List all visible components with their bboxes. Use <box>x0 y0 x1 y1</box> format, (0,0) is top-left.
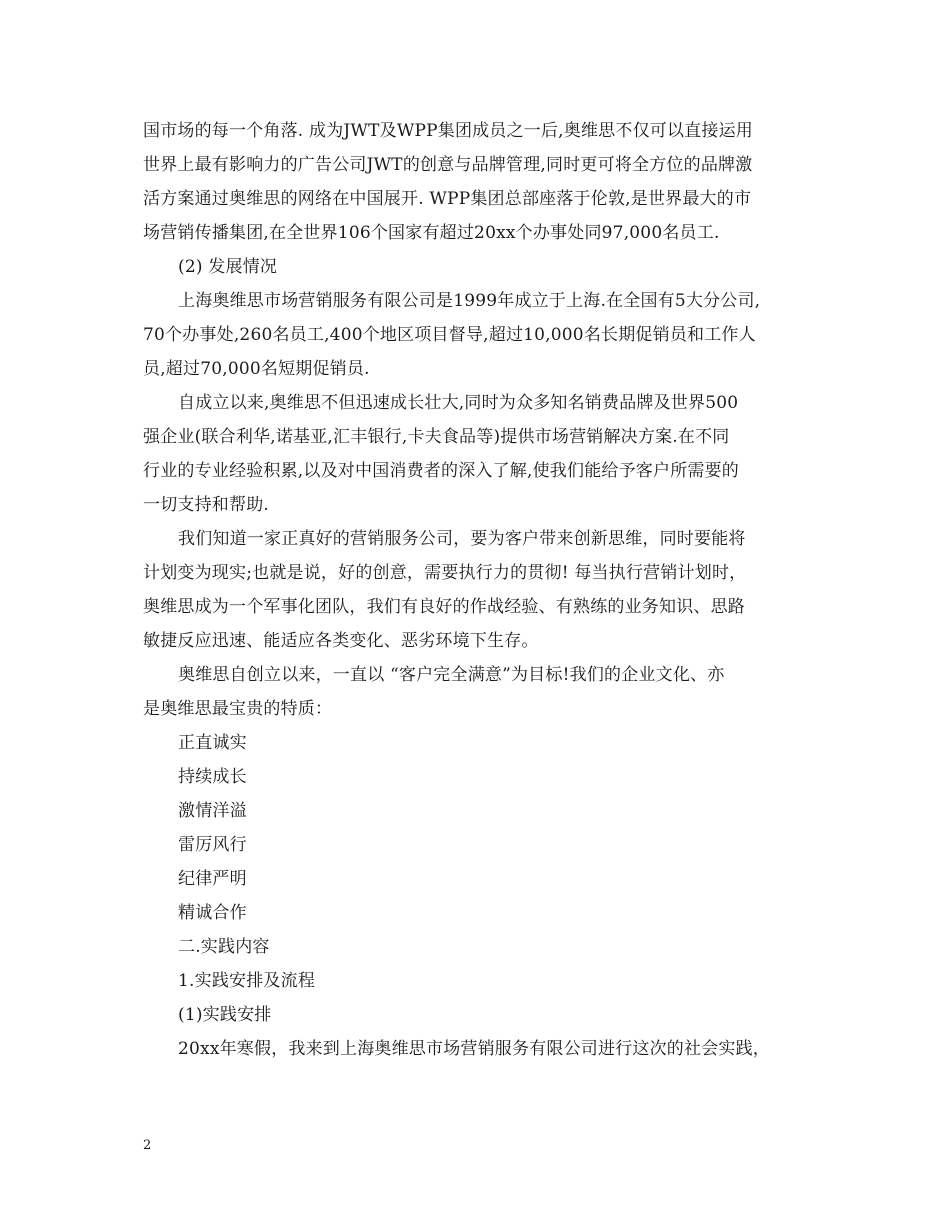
section-heading: (1)实践安排 <box>178 1005 272 1025</box>
text-line: 场营销传播集团,在全世界106个国家有超过20xx个办事处同97,000名员工. <box>143 223 720 243</box>
text-line: 世界上最有影响力的广告公司JWT的创意与品牌管理,同时更可将全方位的品牌激 <box>143 155 753 175</box>
text-line: 奥维思自创立以来，一直以 “客户完全满意”为目标!我们的企业文化、亦 <box>178 665 725 685</box>
list-item: 激情洋溢 <box>178 801 247 821</box>
body-text <box>143 114 823 1066</box>
text-line: 国市场的每一个角落. 成为JWT及WPP集团成员之一后,奥维思不仅可以直接运用 <box>143 121 753 141</box>
text-line: 强企业(联合利华,诺基亚,汇丰银行,卡夫食品等)提供市场营销解决方案.在不同 <box>143 427 730 447</box>
list-item: 雷厉风行 <box>178 835 247 855</box>
section-heading: 1.实践安排及流程 <box>178 971 316 991</box>
text-line: 上海奥维思市场营销服务有限公司是1999年成立于上海.在全国有5大分公司, <box>178 291 761 311</box>
text-line: 我们知道一家正真好的营销服务公司，要为客户带来创新思维，同时要能将 <box>178 529 746 549</box>
text-line: 员,超过70,000名短期促销员. <box>143 359 370 379</box>
text-line: 20xx年寒假，我来到上海奥维思市场营销服务有限公司进行这次的社会实践， <box>178 1039 771 1059</box>
page-number: 2 <box>143 1138 152 1153</box>
list-item: 纪律严明 <box>178 869 247 889</box>
list-item: 持续成长 <box>178 767 247 787</box>
text-line: 70个办事处,260名员工,400个地区项目督导,超过10,000名长期促销员和工作人 <box>143 325 756 345</box>
list-item: 精诚合作 <box>178 903 247 923</box>
text-line: 计划变为现实;也就是说，好的创意，需要执行力的贯彻! 每当执行营销计划时， <box>143 563 747 583</box>
section-heading: 二.实践内容 <box>178 937 270 957</box>
text-line: 奥维思成为一个军事化团队，我们有良好的作战经验、有熟练的业务知识、思路 <box>143 597 745 617</box>
text-line: 是奥维思最宝贵的特质： <box>143 699 333 719</box>
list-item: 正直诚实 <box>178 733 247 753</box>
text-line: 行业的专业经验积累,以及对中国消费者的深入了解,使我们能给予客户所需要的 <box>143 461 740 481</box>
text-line: 活方案通过奥维思的网络在中国展开. WPP集团总部座落于伦敦,是世界最大的市 <box>143 189 752 209</box>
text-line: 自成立以来,奥维思不但迅速成长壮大,同时为众多知名销费品牌及世界500 <box>178 393 739 413</box>
text-line: 一切支持和帮助. <box>143 495 270 515</box>
text-line: 敏捷反应迅速、能适应各类变化、恶劣环境下生存。 <box>143 631 539 651</box>
section-heading: (2) 发展情况 <box>178 257 278 277</box>
